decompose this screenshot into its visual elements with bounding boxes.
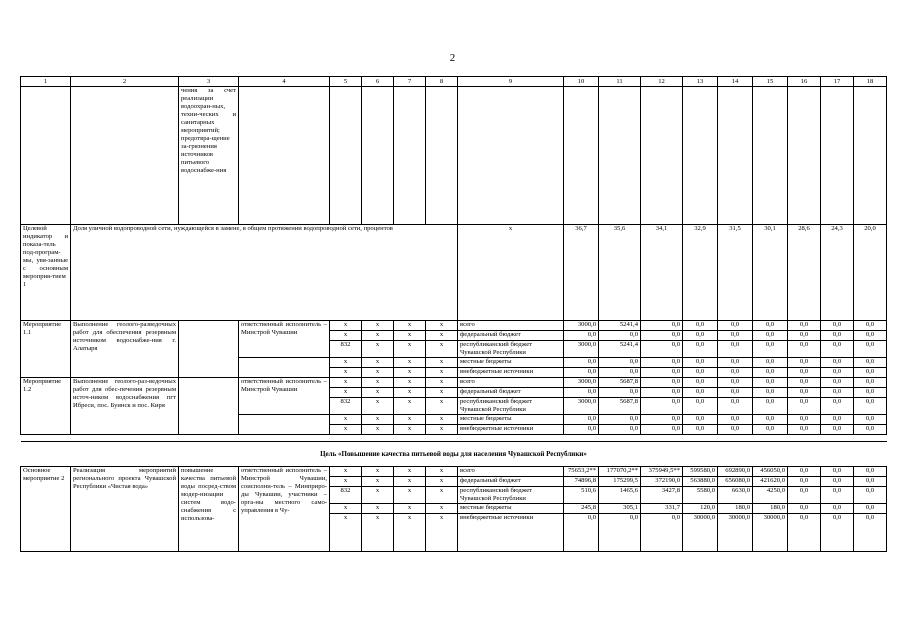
funding-value: 0,0 — [753, 398, 788, 415]
column-number-cell: 10 — [564, 77, 599, 87]
code-cell: x — [394, 467, 426, 477]
code-cell: x — [362, 514, 394, 552]
funding-source: внебюджетные источники — [458, 514, 564, 552]
column-number-cell: 7 — [394, 77, 426, 87]
funding-value: 0,0 — [641, 514, 683, 552]
funding-value: 0,0 — [683, 388, 718, 398]
funding-source: внебюджетные источники — [458, 368, 564, 378]
funding-value: 0,0 — [564, 388, 599, 398]
funding-source: местные бюджеты — [458, 415, 564, 425]
code-cell: x — [362, 321, 394, 331]
code-cell: x — [362, 331, 394, 341]
funding-value: 0,0 — [821, 514, 854, 552]
funding-value: 177070,2** — [599, 467, 641, 477]
funding-value: 0,0 — [854, 425, 887, 435]
activity-purpose — [179, 378, 239, 435]
funding-value: 0,0 — [788, 477, 821, 487]
funding-source: республиканский бюджет Чувашской Республики — [458, 398, 564, 415]
activity-label: Мероприятие 1.2 — [21, 378, 71, 435]
funding-value: 331,7 — [641, 504, 683, 514]
column-number-cell: 6 — [362, 77, 394, 87]
code-cell: x — [330, 388, 362, 398]
funding-value: 0,0 — [821, 388, 854, 398]
table-cell — [718, 87, 753, 225]
funding-value: 0,0 — [854, 368, 887, 378]
funding-value: 0,0 — [718, 321, 753, 331]
goal-heading: Цель «Повышение качества питьевой воды для населения Чувашской Республики» — [21, 442, 887, 467]
table-cell — [641, 87, 683, 225]
funding-value: 0,0 — [753, 415, 788, 425]
table-row — [21, 467, 887, 477]
column-number-cell: 18 — [854, 77, 887, 87]
activity-responsible-empty — [239, 358, 330, 378]
funding-value: 0,0 — [753, 378, 788, 388]
funding-value: 510,6 — [564, 487, 599, 504]
spacer-row — [21, 435, 887, 442]
funding-value: 0,0 — [599, 358, 641, 368]
code-cell: x — [330, 358, 362, 368]
code-cell: x — [330, 415, 362, 425]
funding-value: 0,0 — [821, 321, 854, 331]
funding-value: 0,0 — [683, 321, 718, 331]
funding-value: 0,0 — [718, 358, 753, 368]
code-cell: x — [394, 341, 426, 358]
funding-source: республиканский бюджет Чувашской Республики — [458, 487, 564, 504]
code-cell: x — [394, 358, 426, 368]
code-cell: x — [330, 477, 362, 487]
funding-value: 5580,0 — [683, 487, 718, 504]
code-cell: x — [394, 504, 426, 514]
funding-value: 0,0 — [718, 398, 753, 415]
column-number-cell: 4 — [239, 77, 330, 87]
funding-value: 0,0 — [854, 514, 887, 552]
funding-value: 0,0 — [821, 331, 854, 341]
funding-value: 0,0 — [788, 378, 821, 388]
activity-label: Основное мероприятие 2 — [21, 467, 71, 552]
column-number-cell: 15 — [753, 77, 788, 87]
funding-value: 0,0 — [854, 388, 887, 398]
funding-value: 245,8 — [564, 504, 599, 514]
funding-value: 0,0 — [753, 368, 788, 378]
funding-source: федеральный бюджет — [458, 477, 564, 487]
funding-value: 0,0 — [599, 514, 641, 552]
column-number-row — [21, 77, 887, 87]
table-cell — [683, 87, 718, 225]
code-cell: x — [394, 368, 426, 378]
code-cell: x — [330, 467, 362, 477]
funding-value: 0,0 — [788, 331, 821, 341]
funding-value: 0,0 — [753, 358, 788, 368]
code-cell: x — [426, 514, 458, 552]
code-cell: x — [362, 487, 394, 504]
table-cell — [71, 87, 179, 225]
code-cell: x — [426, 388, 458, 398]
funding-value: 0,0 — [599, 368, 641, 378]
indicator-value: 36,7 — [564, 225, 599, 321]
column-number-cell: 13 — [683, 77, 718, 87]
funding-value: 0,0 — [753, 388, 788, 398]
funding-value: 0,0 — [821, 425, 854, 435]
funding-value: 0,0 — [821, 368, 854, 378]
funding-value: 0,0 — [718, 388, 753, 398]
funding-value: 3000,0 — [564, 378, 599, 388]
code-cell: x — [394, 487, 426, 504]
funding-value: 6630,0 — [718, 487, 753, 504]
indicator-value: 30,1 — [753, 225, 788, 321]
code-cell: x — [394, 388, 426, 398]
code-cell: x — [330, 321, 362, 331]
funding-value: 0,0 — [854, 378, 887, 388]
column-number-cell: 3 — [179, 77, 239, 87]
code-cell: x — [394, 477, 426, 487]
funding-value: 0,0 — [683, 368, 718, 378]
table-row — [21, 378, 887, 388]
funding-value: 0,0 — [854, 504, 887, 514]
funding-value: 0,0 — [788, 388, 821, 398]
code-cell: x — [394, 321, 426, 331]
funding-source: федеральный бюджет — [458, 388, 564, 398]
code-cell: x — [426, 378, 458, 388]
code-cell: x — [426, 398, 458, 415]
funding-value: 372190,0 — [641, 477, 683, 487]
spacer — [21, 435, 887, 442]
indicator-value: 35,6 — [599, 225, 641, 321]
funding-value: 0,0 — [788, 487, 821, 504]
funding-value: 0,0 — [718, 368, 753, 378]
code-cell: x — [330, 425, 362, 435]
indicator-description: Доля уличной водопроводной сети, нуждающейся в замене, в общем протяжении водопроводной сети, процентов — [71, 225, 458, 321]
funding-value: 0,0 — [821, 378, 854, 388]
funding-value: 0,0 — [641, 368, 683, 378]
funding-value: 0,0 — [788, 398, 821, 415]
column-number-cell: 16 — [788, 77, 821, 87]
funding-value: 0,0 — [854, 331, 887, 341]
funding-value: 421620,0 — [753, 477, 788, 487]
funding-value: 563880,0 — [683, 477, 718, 487]
funding-value: 0,0 — [788, 514, 821, 552]
code-cell: x — [362, 425, 394, 435]
code-cell: x — [330, 331, 362, 341]
column-number-cell: 9 — [458, 77, 564, 87]
indicator-value: 31,5 — [718, 225, 753, 321]
funding-value: 0,0 — [854, 415, 887, 425]
code-cell: x — [426, 487, 458, 504]
table-cell — [330, 87, 362, 225]
indicator-value: 34,1 — [641, 225, 683, 321]
funding-value: 0,0 — [854, 398, 887, 415]
activity-responsible-empty — [239, 415, 330, 435]
code-cell: x — [330, 368, 362, 378]
funding-value: 0,0 — [821, 398, 854, 415]
funding-value: 0,0 — [788, 415, 821, 425]
funding-value: 0,0 — [683, 341, 718, 358]
code-cell: 832 — [330, 341, 362, 358]
code-cell: x — [394, 378, 426, 388]
code-cell: x — [330, 504, 362, 514]
indicator-value: 32,9 — [683, 225, 718, 321]
funding-value: 0,0 — [683, 378, 718, 388]
funding-value: 180,0 — [753, 504, 788, 514]
code-cell: x — [362, 341, 394, 358]
funding-value: 0,0 — [564, 358, 599, 368]
column-number-cell: 11 — [599, 77, 641, 87]
funding-value: 656080,0 — [718, 477, 753, 487]
funding-value: 0,0 — [821, 358, 854, 368]
funding-value: 180,0 — [718, 504, 753, 514]
funding-value: 0,0 — [641, 398, 683, 415]
funding-source: федеральный бюджет — [458, 331, 564, 341]
funding-value: 0,0 — [854, 321, 887, 331]
code-cell: x — [362, 467, 394, 477]
funding-value: 456050,0 — [753, 467, 788, 477]
funding-value: 0,0 — [641, 388, 683, 398]
funding-value: 0,0 — [821, 504, 854, 514]
code-cell: x — [394, 398, 426, 415]
code-cell: x — [426, 477, 458, 487]
funding-value: 0,0 — [821, 487, 854, 504]
code-cell: x — [362, 398, 394, 415]
indicator-row — [21, 225, 887, 321]
funding-value: 0,0 — [753, 425, 788, 435]
code-cell: x — [362, 378, 394, 388]
table-cell — [239, 87, 330, 225]
activity-text: Реализация мероприятий регионального проекта Чувашской Республики «Чистая вода» — [71, 467, 179, 552]
funding-value: 120,0 — [683, 504, 718, 514]
funding-value: 0,0 — [641, 415, 683, 425]
funding-value: 0,0 — [821, 477, 854, 487]
funding-value: 0,0 — [641, 378, 683, 388]
funding-value: 0,0 — [683, 415, 718, 425]
table-cell — [394, 87, 426, 225]
funding-value: 0,0 — [599, 415, 641, 425]
funding-source: местные бюджеты — [458, 504, 564, 514]
page-number: 2 — [449, 52, 456, 64]
funding-value: 0,0 — [788, 467, 821, 477]
funding-value: 74896,8 — [564, 477, 599, 487]
funding-value: 5687,8 — [599, 378, 641, 388]
funding-value: 0,0 — [788, 341, 821, 358]
funding-value: 0,0 — [854, 477, 887, 487]
purpose-cell: чения за счет реализации водоохран-ных, техни-ческих и санитарных мероприятий; предотвра-щение за-грязнения источников питьевого водоснабже-ния — [179, 87, 239, 225]
funding-value: 0,0 — [683, 398, 718, 415]
table-cell — [426, 87, 458, 225]
funding-value: 30000,0 — [683, 514, 718, 552]
funding-value: 599580,0 — [683, 467, 718, 477]
table-cell — [821, 87, 854, 225]
code-cell: x — [362, 368, 394, 378]
code-cell: x — [426, 467, 458, 477]
code-cell: x — [426, 415, 458, 425]
funding-value: 305,1 — [599, 504, 641, 514]
table-cell — [599, 87, 641, 225]
funding-value: 75653,2** — [564, 467, 599, 477]
funding-value: 692890,0 — [718, 467, 753, 477]
funding-value: 0,0 — [821, 341, 854, 358]
code-cell: x — [426, 341, 458, 358]
funding-value: 0,0 — [821, 467, 854, 477]
activity-responsible: ответственный исполнитель – Минстрой Чувашии, соисполни-тель – Минприро-ды Чувашии, участники – орга-ны местного само-управления в Чу- — [239, 467, 330, 552]
funding-value: 0,0 — [683, 425, 718, 435]
funding-value: 0,0 — [821, 415, 854, 425]
funding-value: 0,0 — [788, 504, 821, 514]
funding-source: всего — [458, 378, 564, 388]
budget-table — [20, 76, 887, 552]
code-cell: x — [394, 415, 426, 425]
code-cell: x — [426, 358, 458, 368]
continuation-row — [21, 87, 887, 225]
code-cell: x — [426, 368, 458, 378]
funding-value: 0,0 — [788, 425, 821, 435]
column-number-cell: 12 — [641, 77, 683, 87]
column-number-cell: 5 — [330, 77, 362, 87]
funding-value: 30000,0 — [718, 514, 753, 552]
funding-value: 1465,6 — [599, 487, 641, 504]
activity-text: Выполнение геолого-разведочных работ для обеспечения резервным источником водоснабже-ния г. Алатыря — [71, 321, 179, 378]
activity-responsible: ответственный исполнитель – Минстрой Чувашии — [239, 321, 330, 358]
activity-text: Выполнение геолого-раз-ведочных работ для обес-печения резервным источ-ником водоснабжения пгт Ибреси, пос. Буинск и пос. Киря — [71, 378, 179, 435]
indicator-value: 20,0 — [854, 225, 887, 321]
funding-value: 0,0 — [854, 341, 887, 358]
funding-value: 5241,4 — [599, 341, 641, 358]
funding-value: 3000,0 — [564, 321, 599, 331]
activity-purpose: повышение качества питьевой воды посред-ством модер-низации систем водо-снабжения с использова- — [179, 467, 239, 552]
funding-value: 0,0 — [854, 487, 887, 504]
table-cell — [362, 87, 394, 225]
funding-value: 0,0 — [854, 467, 887, 477]
funding-value: 0,0 — [641, 331, 683, 341]
funding-value: 0,0 — [641, 425, 683, 435]
funding-value: 0,0 — [641, 358, 683, 368]
table-cell — [788, 87, 821, 225]
table-cell — [753, 87, 788, 225]
column-number-cell: 2 — [71, 77, 179, 87]
funding-value: 0,0 — [854, 358, 887, 368]
funding-value: 3427,8 — [641, 487, 683, 504]
funding-value: 0,0 — [753, 321, 788, 331]
funding-source: всего — [458, 321, 564, 331]
funding-value: 0,0 — [564, 425, 599, 435]
code-cell: x — [362, 415, 394, 425]
column-number-cell: 14 — [718, 77, 753, 87]
funding-value: 0,0 — [599, 425, 641, 435]
funding-value: 0,0 — [718, 378, 753, 388]
funding-value: 3000,0 — [564, 341, 599, 358]
funding-value: 0,0 — [753, 331, 788, 341]
code-cell: x — [426, 504, 458, 514]
code-cell: x — [362, 477, 394, 487]
code-cell: x — [426, 331, 458, 341]
column-number-cell: 8 — [426, 77, 458, 87]
funding-value: 175299,5 — [599, 477, 641, 487]
goal-row — [21, 442, 887, 467]
indicator-value: 24,3 — [821, 225, 854, 321]
code-cell: x — [330, 514, 362, 552]
funding-value: 0,0 — [718, 341, 753, 358]
code-cell: 832 — [330, 398, 362, 415]
code-cell: 832 — [330, 487, 362, 504]
funding-value: 0,0 — [564, 368, 599, 378]
funding-value: 3000,0 — [564, 398, 599, 415]
table-cell — [458, 87, 564, 225]
activity-label: Мероприятие 1.1 — [21, 321, 71, 378]
code-cell: x — [394, 331, 426, 341]
funding-value: 0,0 — [788, 321, 821, 331]
activity-purpose — [179, 321, 239, 378]
indicator-x-cell: x — [458, 225, 564, 321]
funding-source: местные бюджеты — [458, 358, 564, 368]
table-cell — [564, 87, 599, 225]
code-cell: x — [362, 358, 394, 368]
funding-value: 0,0 — [564, 415, 599, 425]
funding-value: 0,0 — [641, 321, 683, 331]
funding-source: республиканский бюджет Чувашской Республики — [458, 341, 564, 358]
funding-value: 5241,4 — [599, 321, 641, 331]
code-cell: x — [394, 425, 426, 435]
funding-value: 0,0 — [718, 425, 753, 435]
code-cell: x — [362, 504, 394, 514]
code-cell: x — [426, 425, 458, 435]
funding-source: внебюджетные источники — [458, 425, 564, 435]
indicator-label: Целевой индикатор и показа-тель под-програм-мы, увя-занные с основным мероприя-тием 1 — [21, 225, 71, 321]
funding-value: 0,0 — [599, 388, 641, 398]
code-cell: x — [426, 321, 458, 331]
funding-value: 0,0 — [718, 415, 753, 425]
activity-responsible: ответственный исполнитель – Минстрой Чувашии — [239, 378, 330, 415]
funding-source: всего — [458, 467, 564, 477]
indicator-value: 28,6 — [788, 225, 821, 321]
code-cell: x — [362, 388, 394, 398]
funding-value: 375949,5** — [641, 467, 683, 477]
funding-value: 0,0 — [718, 331, 753, 341]
funding-value: 0,0 — [683, 331, 718, 341]
funding-value: 0,0 — [641, 341, 683, 358]
table-cell — [21, 87, 71, 225]
funding-value: 30000,0 — [753, 514, 788, 552]
funding-value: 0,0 — [564, 331, 599, 341]
funding-value: 0,0 — [788, 358, 821, 368]
funding-value: 0,0 — [599, 331, 641, 341]
funding-value: 0,0 — [564, 514, 599, 552]
table-cell — [854, 87, 887, 225]
funding-value: 0,0 — [788, 368, 821, 378]
funding-value: 5687,8 — [599, 398, 641, 415]
code-cell: x — [330, 378, 362, 388]
funding-value: 4250,0 — [753, 487, 788, 504]
column-number-cell: 17 — [821, 77, 854, 87]
code-cell: x — [394, 514, 426, 552]
funding-value: 0,0 — [753, 341, 788, 358]
column-number-cell: 1 — [21, 77, 71, 87]
table-row — [21, 321, 887, 331]
funding-value: 0,0 — [683, 358, 718, 368]
